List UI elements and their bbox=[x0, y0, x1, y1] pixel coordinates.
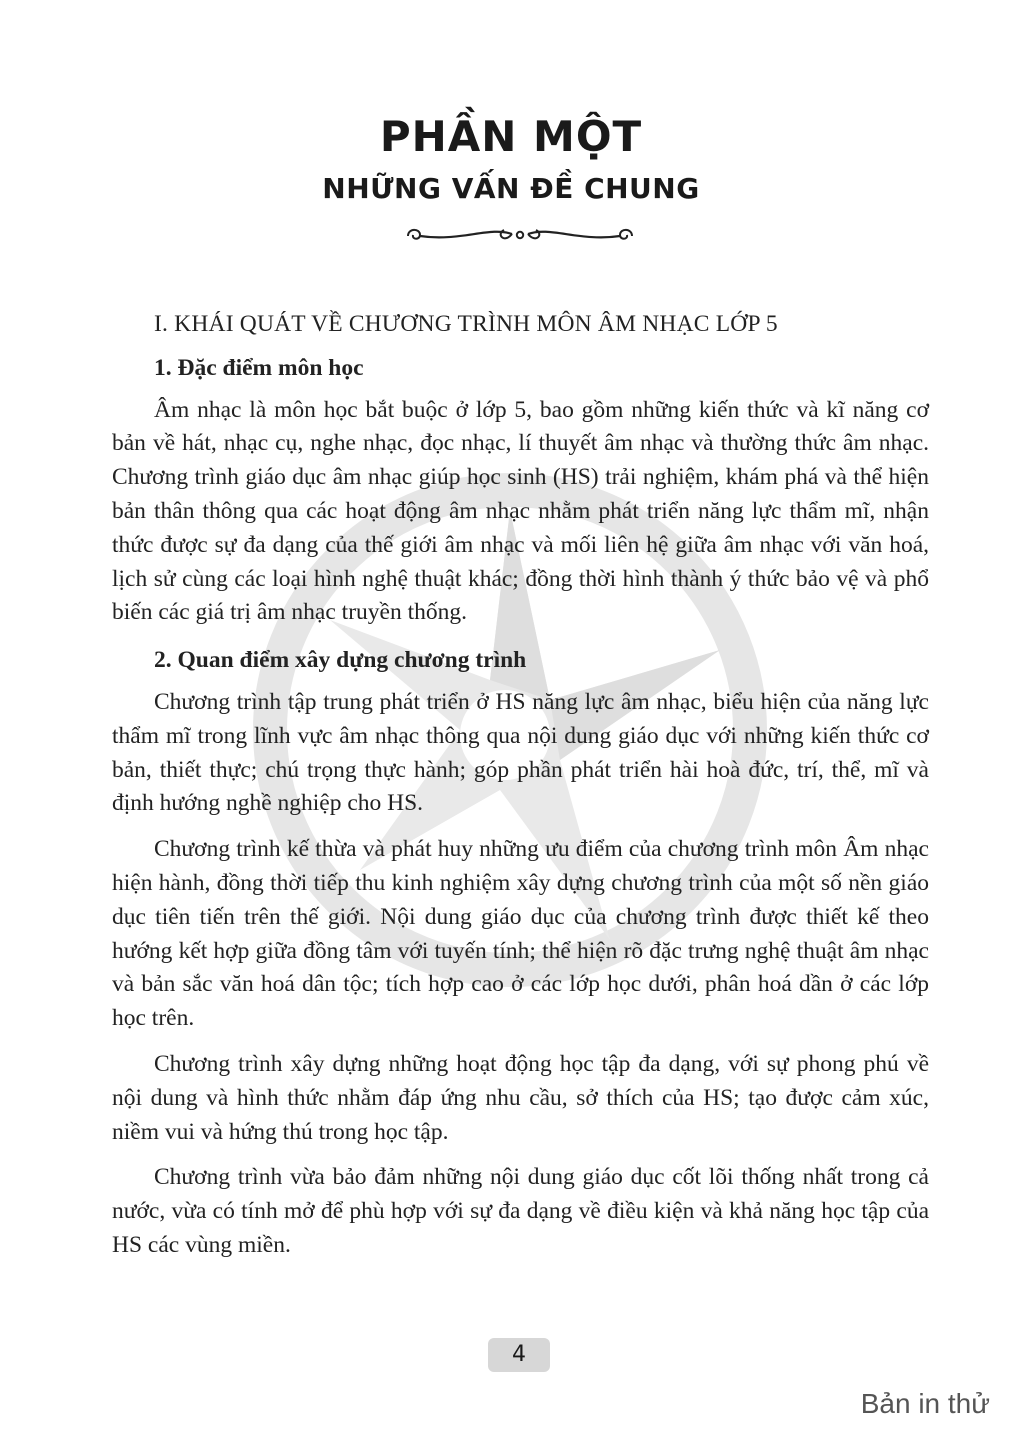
subsection-heading-1: 1. Đặc điểm môn học bbox=[154, 354, 364, 381]
page-number: 4 bbox=[488, 1338, 550, 1372]
paragraph: Chương trình xây dựng những hoạt động học tập đa dạng, với sự phong phú về nội dung và hình thức nhằm đáp ứng nhu cầu, sở thích của HS; tạo được cảm xúc, niềm vui và hứng thú trong học tập. bbox=[112, 1050, 929, 1145]
part-subtitle: NHỮNG VẤN ĐỀ CHUNG bbox=[322, 172, 700, 205]
paragraph: Chương trình vừa bảo đảm những nội dung giáo dục cốt lõi thống nhất trong cả nước, vừa có tính mở để phù hợp với sự đa dạng về điều kiện và khả năng học tập của HS các vùng miền. bbox=[112, 1164, 929, 1258]
section-heading: I. KHÁI QUÁT VỀ CHƯƠNG TRÌNH MÔN ÂM NHẠC LỚP 5 bbox=[154, 311, 778, 337]
ornament-divider-icon bbox=[400, 222, 640, 250]
paragraph: Chương trình tập trung phát triển ở HS năng lực âm nhạc, biểu hiện của năng lực thẩm mĩ trong lĩnh vực âm nhạc thông qua nội dung giáo dục với những kiến thức cơ bản, thiết thực; chú trọng thực hành; góp phần phát triển hài hoà đức, trí, thể, mĩ và định hướng nghề nghiệp cho HS. bbox=[112, 688, 929, 817]
subsection-heading-2: 2. Quan điểm xây dựng chương trình bbox=[154, 647, 527, 674]
part-title: PHẦN MỘT bbox=[379, 112, 643, 161]
paragraph: Chương trình kế thừa và phát huy những ưu điểm của chương trình môn Âm nhạc hiện hành, đồng thời tiếp thu kinh nghiệm xây dựng chương trình của một số nền giáo dục tiên tiến trên thế giới. Nội dung giáo dục của chương trình được thiết kế theo hướng kết hợp giữa đồng tâm với tuyến tính; thể hiện rõ đặc trưng nghệ thuật âm nhạc và bản sắc văn hoá dân tộc; tích hợp cao ở các lớp học dưới, phân hoá dần ở các lớp học trên. bbox=[112, 836, 929, 1032]
proof-label: Bản in thử bbox=[860, 1388, 990, 1419]
paragraph: Âm nhạc là môn học bắt buộc ở lớp 5, bao gồm những kiến thức và kĩ năng cơ bản về hát, nhạc cụ, nghe nhạc, đọc nhạc, lí thuyết âm nhạc và thường thức âm nhạc. Chương trình giáo dục âm nhạc giúp học sinh (HS) trải nghiệm, khám phá và thể hiện bản thân thông qua các hoạt động âm nhạc nhằm phát triển năng lực thẩm mĩ, nhận thức được sự đa dạng của thế giới âm nhạc và mối liên hệ giữa âm nhạc với văn hoá, lịch sử cùng các loại hình nghệ thuật khác; đồng thời hình thành ý thức bảo vệ và phổ biến các giá trị âm nhạc truyền thống. bbox=[112, 396, 929, 626]
document-body bbox=[112, 308, 929, 1275]
